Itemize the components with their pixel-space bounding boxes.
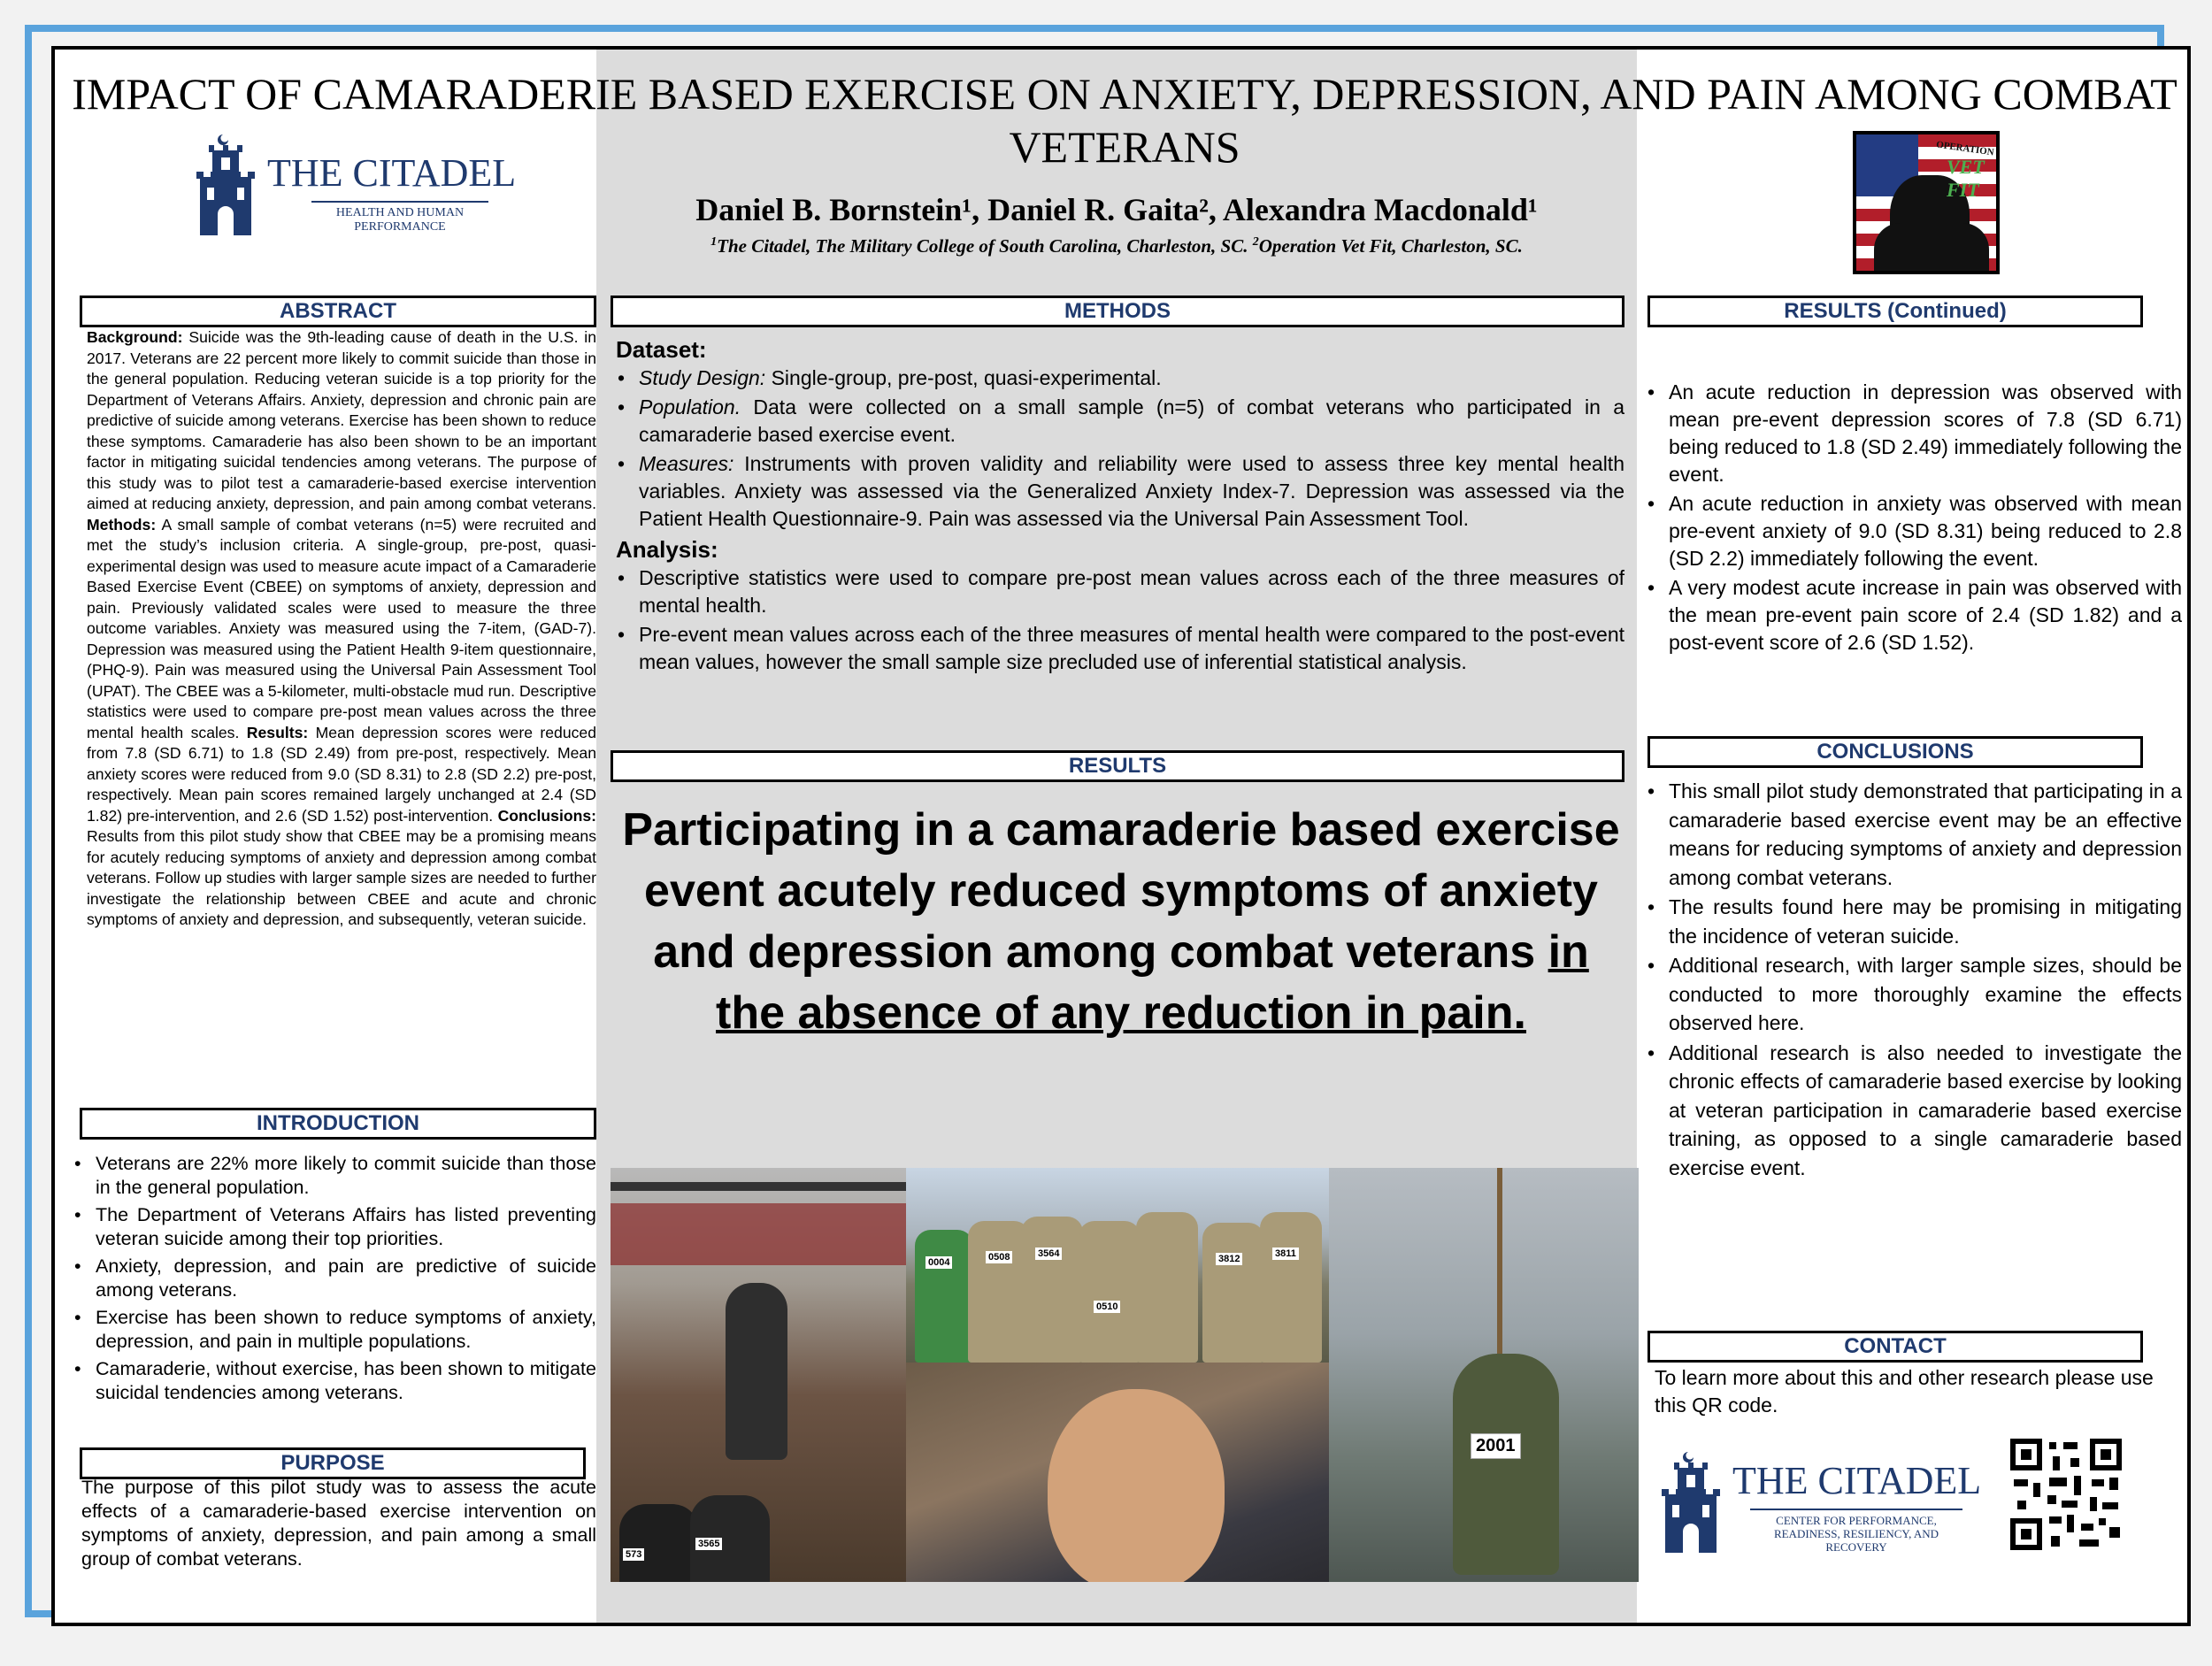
headline-main: Participating in a camaraderie based exercise event acutely reduced symptoms of anxiety and depression among combat veterans <box>622 804 1620 978</box>
person-silhouette <box>1260 1212 1322 1363</box>
race-bib: 0004 <box>926 1256 952 1269</box>
logo-subtitle: CENTER FOR PERFORMANCE, READINESS, RESILIENCY, AND RECOVERY <box>1750 1509 1962 1554</box>
population-label: Population. <box>639 395 741 418</box>
list-item: • Anxiety, depression, and pain are predictive of suicide among veterans. <box>73 1255 596 1302</box>
rope <box>1497 1168 1502 1363</box>
citadel-tower-icon <box>1662 1442 1720 1561</box>
list-item: • An acute reduction in depression was observed with mean pre-event depression scores of 7.8 (SD 6.71) being reduced to 1.8 (SD 2.49) immediately following the event. <box>1646 379 2182 488</box>
list-item: • Veterans are 22% more likely to commit suicide than those in the general population. <box>73 1152 596 1200</box>
methods-heading: METHODS <box>611 296 1624 327</box>
participant-face <box>1048 1389 1225 1582</box>
operation-vet-fit-logo <box>1853 131 2000 274</box>
vetfit-logo-line1: OPERATION <box>1935 139 1995 158</box>
list-item <box>616 450 1624 533</box>
citadel-logo-bottom <box>1662 1442 1981 1561</box>
list-item: • Descriptive statistics were used to compare pre-post mean values across each of the three measures of mental health. <box>616 564 1624 619</box>
abstract-methods: A small sample of combat veterans (n=5) were recruited and met the study’s inclusion criteria. A single-group, pre-post, quasi-experimental design was used to measure acute impact of a Camaraderie Based Exercise Event (CBEE) on symptoms of anxiety, depression and pain. Previously validated scales were used to measure the three outcome variables. Anxiety was measured using the 7-item, (GAD-7). Depression was measured using the Patient Health 9-item questionnaire, (PHQ-9). Pain was measured using the Universal Pain Assessment Tool (UPAT). The CBEE was a 5-kilometer, multi-obstacle mud run. Descriptive statistics were used to compare pre-post mean values across the three mental health scales. <box>87 515 596 741</box>
race-bib: 3565 <box>695 1538 722 1550</box>
abstract-conclusions: Results from this pilot study show that CBEE may be a promising means for acutely reducing symptoms of anxiety and depression among combat veterans. Follow up studies with larger sample sizes are needed to further investigate the relationship between CBEE and acute and chronic symptoms of anxiety and depression, and subsequently, veteran suicide. <box>87 827 596 928</box>
race-bib: 3564 <box>1035 1248 1062 1260</box>
logo-name: THE CITADEL <box>1732 1459 1982 1502</box>
population-text: Data were collected on a small sample (n=5) of combat veterans who participated in a camaraderie based exercise event. <box>639 395 1624 446</box>
list-item: • This small pilot study demonstrated that participating in a camaraderie based exercise event may be an effective means for reducing symptoms of anxiety and depression among combat veterans. <box>1646 777 2182 892</box>
list-item <box>616 365 1624 392</box>
measures-label: Measures: <box>639 452 734 475</box>
list-item: • The Department of Veterans Affairs has listed preventing veteran suicide among their top priorities. <box>73 1203 596 1251</box>
abstract-text <box>87 327 596 931</box>
affil-1: The Citadel, The Military College of South Carolina, Charleston, SC. <box>717 235 1253 257</box>
list-item: • Camaraderie, without exercise, has been shown to mitigate suicidal tendencies among veterans. <box>73 1357 596 1405</box>
affil-2: Operation Vet Fit, Charleston, SC. <box>1258 235 1523 257</box>
affiliations <box>648 235 1586 257</box>
citadel-logo-top <box>196 131 516 237</box>
contact-text: To learn more about this and other research please use this QR code. <box>1655 1366 2154 1416</box>
abstract-background: Suicide was the 9th-leading cause of death in the U.S. in 2017. Veterans are 22 percent more likely to commit suicide than those in the general population. Reducing veteran suicide is a top priority for the Department of Veterans Affairs. Anxiety, depression and chronic pain are predictive of suicide among veterans. Exercise has been shown to reduce these symptoms. Camaraderie has also been shown to be an important factor in mitigating suicidal tendencies among veterans. The purpose of this study was to pilot test a camaraderie-based exercise intervention aimed at reducing anxiety, depression, and pain among combat veterans. <box>87 328 596 512</box>
climber-silhouette <box>1453 1354 1559 1575</box>
methods-analysis-label: Analysis: <box>616 536 718 563</box>
list-item: • Exercise has been shown to reduce symptoms of anxiety, depression, and pain in multiple populations. <box>73 1306 596 1354</box>
obstacle-bar <box>611 1182 906 1191</box>
obstacle-banner <box>611 1203 906 1265</box>
qr-code <box>2010 1439 2122 1550</box>
poster <box>51 46 2191 1626</box>
race-bib: 3811 <box>1272 1248 1299 1260</box>
photo-veteran-group <box>906 1168 1329 1363</box>
person-silhouette <box>1136 1212 1198 1363</box>
race-bib: 0510 <box>1094 1301 1120 1313</box>
results-continued-heading: RESULTS (Continued) <box>1647 296 2143 327</box>
headline-underlined: in the absence of any reduction in pain. <box>716 926 1589 1039</box>
race-bib: 2001 <box>1471 1433 1521 1459</box>
measures-text: Instruments with proven validity and reliability were used to assess three key mental health variables. Anxiety was assessed via the Generalized Anxiety Index-7. Depression was assessed via the Patient Health Questionnaire-9. Pain was assessed via the Universal Pain Assessment Tool. <box>639 452 1624 530</box>
authors: Daniel B. Bornstein¹, Daniel R. Gaita², Alexandra Macdonald¹ <box>695 192 1538 227</box>
conclusions-list <box>1646 777 2182 1183</box>
climber-silhouette <box>726 1283 787 1460</box>
abstract-methods-label: Methods: <box>87 515 157 534</box>
design-text: Single-group, pre-post, quasi-experimental. <box>765 366 1162 389</box>
abstract-results-label: Results: <box>246 723 309 741</box>
methods-dataset-label: Dataset: <box>616 336 707 363</box>
list-item: • The results found here may be promising in mitigating the incidence of veteran suicide. <box>1646 893 2182 950</box>
list-item: • Additional research, with larger sample sizes, should be conducted to more thoroughly examine the effects observed here. <box>1646 951 2182 1038</box>
list-item: • An acute reduction in anxiety was observed with mean pre-event anxiety of 9.0 (SD 8.31) being reduced to 2.8 (SD 2.2) immediately following the event. <box>1646 490 2182 572</box>
race-bib: 573 <box>623 1548 644 1561</box>
methods-body <box>616 334 1624 678</box>
soldier-silhouette-icon <box>1874 223 1989 274</box>
list-item <box>616 394 1624 449</box>
purpose-heading: PURPOSE <box>80 1447 586 1479</box>
design-label: Study Design: <box>639 366 766 389</box>
runner-silhouette <box>619 1504 699 1582</box>
poster-title: IMPACT OF CAMARADERIE BASED EXERCISE ON ANXIETY, DEPRESSION, AND PAIN AMONG COMBAT VETERANS <box>72 69 2177 172</box>
citadel-tower-icon <box>196 131 255 237</box>
person-silhouette <box>915 1230 973 1363</box>
logo-name: THE CITADEL <box>267 151 517 195</box>
introduction-heading: INTRODUCTION <box>80 1108 596 1140</box>
race-bib: 0508 <box>986 1251 1012 1263</box>
list-item: • Additional research is also needed to investigate the chronic effects of camaraderie based exercise by looking at veteran participation in camaraderie based exercise training, as opposed to a single camaraderie based exercise event. <box>1646 1039 2182 1183</box>
affil-sup-2: 2 <box>1252 235 1259 249</box>
affil-sup-1: 1 <box>710 235 718 249</box>
methods-dataset-list <box>616 365 1624 533</box>
purpose-text: The purpose of this pilot study was to assess the acute effects of a camaraderie-based exercise intervention on symptoms of anxiety, depression, and pain among a small group of combat veterans. <box>81 1477 596 1570</box>
person-silhouette <box>1202 1223 1264 1363</box>
list-item: • Pre-event mean values across each of the three measures of mental health were compared to the post-event mean values, however the small sample size precluded use of inferential statistical analysis. <box>616 621 1624 676</box>
person-silhouette <box>1021 1217 1083 1363</box>
results-continued-list <box>1646 379 2182 658</box>
introduction-list <box>73 1152 596 1409</box>
conclusions-heading: CONCLUSIONS <box>1647 736 2143 768</box>
person-silhouette <box>1079 1221 1141 1363</box>
photo-obstacle-monkey-bars <box>611 1168 906 1582</box>
race-bib: 3812 <box>1216 1253 1242 1265</box>
abstract-heading: ABSTRACT <box>80 296 596 327</box>
abstract-conclusions-label: Conclusions: <box>497 806 596 825</box>
vetfit-logo-line2: VET FIT <box>1947 156 1985 201</box>
photo-rope-climb <box>1329 1168 1639 1582</box>
photo-mud-crawl <box>906 1363 1329 1582</box>
abstract-background-label: Background: <box>87 328 183 346</box>
methods-analysis-list <box>616 564 1624 676</box>
list-item: • A very modest acute increase in pain was observed with the mean pre-event pain score of 2.4 (SD 1.82) and a post-event score of 2.6 (SD 1.52). <box>1646 574 2182 656</box>
contact-heading: CONTACT <box>1647 1331 2143 1363</box>
results-heading: RESULTS <box>611 750 1624 782</box>
abstract-results: Mean depression scores were reduced from 7.8 (SD 6.71) to 1.8 (SD 2.49) from pre-post, respectively. Mean anxiety scores were reduced from 9.0 (SD 8.31) to 2.8 (SD 2.2) pre-post, respectively. Mean pain scores remained largely unchanged at 2.4 (SD 1.82) pre-intervention, and 2.6 (SD 1.52) post-intervention. <box>87 723 596 825</box>
logo-subtitle: HEALTH AND HUMAN PERFORMANCE <box>311 201 488 234</box>
results-headline <box>621 800 1621 1044</box>
